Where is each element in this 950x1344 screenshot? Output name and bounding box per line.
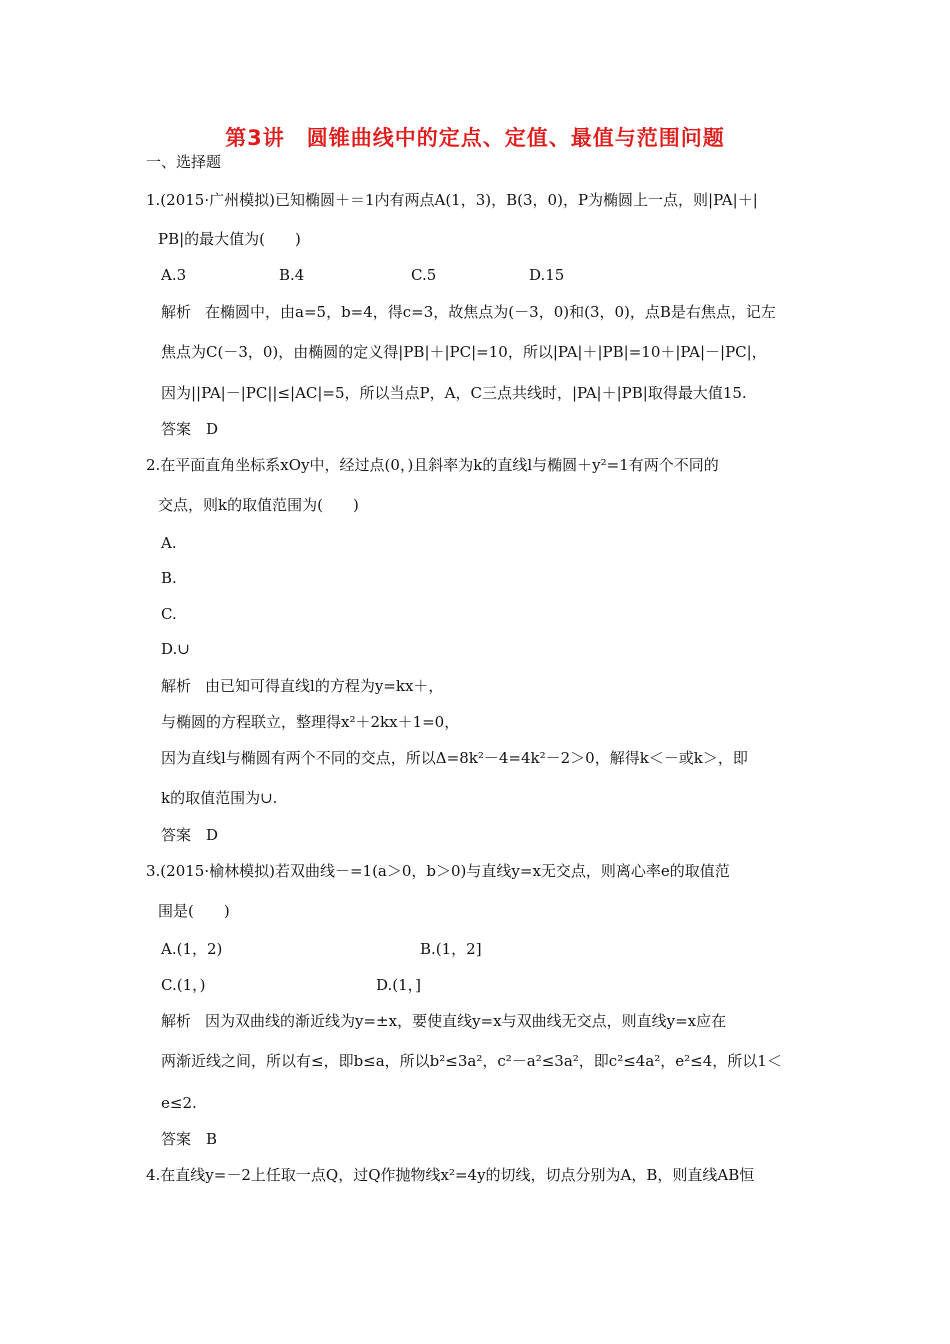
q1-analysis-line3: 因为||PA|－|PC||≤|AC|=5，所以当点P，A，C三点共线时，|PA|＋|PB|取得最大值15.	[161, 384, 747, 402]
q1-option-c: C.5	[411, 266, 437, 284]
q2-option-b: B.	[161, 569, 177, 587]
q2-analysis-line2: 与椭圆的方程联立，整理得x²＋2kx＋1=0，	[161, 713, 460, 731]
q3-option-b: B.(1，2]	[420, 940, 482, 958]
q3-option-a: A.(1，2)	[161, 940, 223, 958]
q3-option-c: C.(1，)	[161, 976, 206, 994]
page-title: 第3讲 圆锥曲线中的定点、定值、最值与范围问题	[225, 126, 725, 150]
q4-stem-line1: 4.在直线y=－2上任取一点Q，过Q作抛物线x²=4y的切线，切点分别为A，B，则直线AB恒	[146, 1166, 755, 1184]
q1-option-a: A.3	[161, 266, 187, 284]
q2-analysis-text1: 由已知可得直线l的方程为y=kx＋，	[205, 677, 444, 695]
q2-option-c: C.	[161, 605, 177, 623]
section-heading: 一、选择题	[146, 153, 222, 171]
q3-answer: 答案 B	[161, 1130, 218, 1148]
q2-analysis-line3: 因为直线l与椭圆有两个不同的交点，所以Δ=8k²－4=4k²－2＞0，解得k＜－或k＞，即	[161, 749, 748, 767]
q1-option-b: B.4	[279, 266, 305, 284]
q1-stem-line1: 1.(2015·广州模拟)已知椭圆＋＝1内有两点A(1，3)，B(3，0)，P为椭圆上一点，则|PA|＋|	[146, 191, 758, 209]
q3-analysis-line2: 两渐近线之间，所以有≤，即b≤a，所以b²≤3a²，c²－a²≤3a²，即c²≤4a²，e²≤4，所以1＜	[161, 1052, 782, 1070]
analysis-label: 解析	[161, 303, 192, 321]
q1-stem-line2: PB|的最大值为( )	[158, 230, 301, 248]
q1-analysis-line2: 焦点为C(－3，0)，由椭圆的定义得|PB|＋|PC|=10，所以|PA|＋|PB|=10＋|PA|－|PC|，	[161, 343, 767, 361]
q2-analysis-line4: k的取值范围为∪.	[161, 789, 278, 807]
q2-analysis-line1	[161, 676, 443, 696]
q3-stem-line1: 3.(2015·榆林模拟)若双曲线－=1(a＞0，b＞0)与直线y=x无交点，则离心率e的取值范	[146, 862, 730, 880]
q1-analysis-line1	[161, 302, 776, 322]
analysis-label: 解析	[161, 677, 192, 695]
q1-option-d: D.15	[529, 266, 565, 284]
q1-answer: 答案 D	[161, 420, 219, 438]
q3-stem-line2: 围是( )	[158, 902, 230, 920]
q3-analysis-line1	[161, 1011, 726, 1031]
analysis-label: 解析	[161, 1012, 192, 1030]
q2-option-a: A.	[161, 534, 177, 552]
q2-stem-line1: 2.在平面直角坐标系xOy中，经过点(0，)且斜率为k的直线l与椭圆＋y²=1有两个不同的	[146, 456, 719, 474]
q2-stem-line2: 交点，则k的取值范围为( )	[158, 496, 359, 514]
q3-option-d: D.(1，]	[376, 976, 422, 994]
q1-analysis-text1: 在椭圆中，由a=5，b=4，得c=3，故焦点为(－3，0)和(3，0)，点B是右焦点，记左	[205, 303, 776, 321]
q3-analysis-text1: 因为双曲线的渐近线为y=±x，要使直线y=x与双曲线无交点，则直线y=x应在	[205, 1012, 727, 1030]
q3-analysis-line3: e≤2.	[161, 1094, 197, 1112]
q2-option-d: D.∪	[161, 640, 190, 658]
q2-answer: 答案 D	[161, 826, 219, 844]
